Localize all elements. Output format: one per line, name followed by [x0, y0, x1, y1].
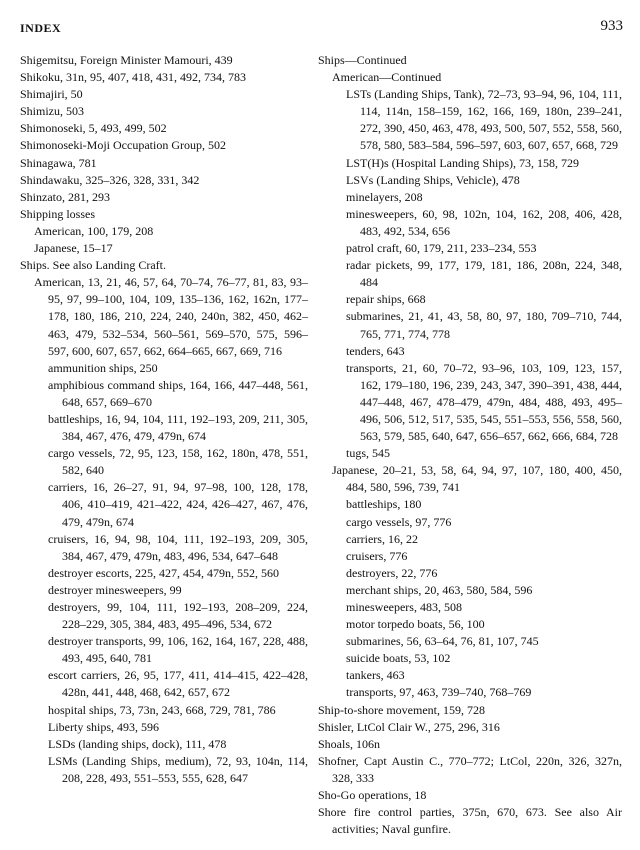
index-subsubentry: LSMs (Landing Ships, medium), 72, 93, 104n, 114, 208, 228, 493, 551–553, 555, 628, 647: [48, 753, 308, 785]
index-entry: Shindawaku, 325–326, 328, 331, 342: [20, 172, 200, 187]
index-subsubentry: cruisers, 16, 94, 98, 104, 111, 192–193, 209, 305, 384, 467, 479, 479n, 483, 496, 534, 647–648: [48, 531, 308, 563]
index-subsubentry: LSDs (landing ships, dock), 111, 478: [48, 736, 227, 751]
index-subsubentry: LSVs (Landing Ships, Vehicle), 478: [346, 172, 520, 187]
index-subsubentry: carriers, 16, 26–27, 91, 94, 97–98, 100, 128, 178, 406, 410–419, 421–422, 424, 426–427, 467, 476, 479, 479n, 674: [48, 480, 308, 529]
index-entry: Shipping losses: [20, 206, 96, 221]
index-subsubentry: battleships, 16, 94, 104, 111, 192–193, 209, 211, 305, 384, 467, 476, 479, 479n, 674: [48, 411, 308, 444]
index-subsubentry: suicide boats, 53, 102: [346, 651, 451, 666]
index-entry: Shimizu, 503: [20, 104, 85, 119]
index-entry: Shimonoseki-Moji Occupation Group, 502: [20, 138, 226, 153]
page-number: 933: [600, 18, 623, 34]
index-entry: Shimajiri, 50: [20, 87, 83, 102]
index-subentry: Japanese, 15–17: [34, 241, 113, 256]
index-subsubentry: destroyer escorts, 225, 427, 454, 479n, 552, 560: [48, 565, 279, 580]
index-entry: Shikoku, 31n, 95, 407, 418, 431, 492, 734, 783: [20, 70, 247, 85]
index-entry: Shore fire control parties, 375n, 670, 673. See also Air activities; Naval gunfire.: [318, 805, 622, 837]
index-entry: Ships. See also Landing Craft.: [20, 258, 166, 273]
index-subsubentry: destroyers, 99, 104, 111, 192–193, 208–209, 224, 228–229, 305, 384, 483, 495–496, 534, 672: [48, 600, 308, 632]
index-subentry: American, 100, 179, 208: [34, 223, 154, 238]
index-subsubentry: ammunition ships, 250: [48, 360, 158, 375]
index-subsubentry: merchant ships, 20, 463, 580, 584, 596: [346, 582, 533, 597]
running-header: INDEX: [20, 21, 62, 35]
index-subsubentry: Liberty ships, 493, 596: [48, 719, 159, 734]
index-entry: Shisler, LtCol Clair W., 275, 296, 316: [318, 719, 500, 734]
index-subsubentry: tugs, 545: [346, 446, 391, 461]
index-subsubentry: LSTs (Landing Ships, Tank), 72–73, 93–94, 96, 104, 111, 114, 114n, 158–159, 162, 166, 169, 180n, 239–241, 272, 390, 450, 463, 478, 493, 500, 507, 552, 558, 560, 578, 580, 583–584, 596–597, 603, 607, 657, 668, 729: [346, 87, 622, 153]
index-subsubentry: minelayers, 208: [346, 189, 423, 204]
index-subsubentry: battleships, 180: [346, 497, 422, 512]
index-subsubentry: carriers, 16, 22: [346, 531, 418, 546]
index-subsubentry: tenders, 643: [346, 343, 405, 358]
index-entry: Sho-Go operations, 18: [318, 788, 427, 803]
index-subsubentry: transports, 97, 463, 739–740, 768–769: [346, 685, 532, 700]
index-subsubentry: cruisers, 776: [346, 548, 408, 563]
index-entry: Shigemitsu, Foreign Minister Mamouri, 439: [20, 53, 233, 67]
left-column: [20, 52, 308, 787]
index-subsubentry: radar pickets, 99, 177, 179, 181, 186, 208n, 224, 348, 484: [346, 258, 622, 290]
index-entry: Shofner, Capt Austin C., 770–772; LtCol, 220n, 326, 327n, 328, 333: [318, 753, 622, 785]
index-entry: Shinagawa, 781: [20, 155, 97, 170]
index-subsubentry: LST(H)s (Hospital Landing Ships), 73, 158, 729: [346, 155, 579, 170]
index-entry: Shoals, 106n: [318, 736, 381, 751]
index-subsubentry: transports, 21, 60, 70–72, 93–96, 103, 109, 123, 157, 162, 179–180, 196, 239, 243, 347, 390–391, 438, 444, 447–448, 467, 478–479, 479n, 484, 488, 493, 495–496, 506, 512, 517, 535, 545, 551–553, 556, 558, 560, 563, 579, 585, 640, 647, 656–657, 662, 666, 684, 728: [346, 360, 622, 444]
index-subsubentry: amphibious command ships, 164, 166, 447–448, 561, 648, 657, 669–670: [48, 377, 308, 409]
index-subsubentry: motor torpedo boats, 56, 100: [346, 617, 485, 632]
index-entry: Shinzato, 281, 293: [20, 189, 110, 204]
index-subsubentry: submarines, 56, 63–64, 76, 81, 107, 745: [346, 634, 539, 649]
index-subentry: Japanese, 20–21, 53, 58, 64, 94, 97, 107, 180, 400, 450, 484, 580, 596, 739, 741: [332, 463, 622, 495]
index-subsubentry: minesweepers, 60, 98, 102n, 104, 162, 208, 406, 428, 483, 492, 534, 656: [346, 206, 622, 238]
index-subsubentry: submarines, 21, 41, 43, 58, 80, 97, 180, 709–710, 744, 765, 771, 774, 778: [346, 309, 622, 341]
index-subsubentry: destroyer minesweepers, 99: [48, 582, 182, 597]
index-subsubentry: escort carriers, 26, 95, 177, 411, 414–415, 422–428, 428n, 441, 448, 468, 642, 657, 672: [48, 668, 308, 700]
right-column: [318, 52, 622, 838]
index-entry: Shimonoseki, 5, 493, 499, 502: [20, 121, 167, 136]
index-subsubentry: cargo vessels, 97, 776: [346, 514, 452, 529]
index-entry: Ship-to-shore movement, 159, 728: [318, 702, 485, 717]
index-subentry: American—Continued: [332, 70, 442, 85]
index-subsubentry: cargo vessels, 72, 95, 123, 158, 162, 180n, 478, 551, 582, 640: [48, 446, 308, 478]
index-subsubentry: repair ships, 668: [346, 292, 426, 307]
index-subsubentry: hospital ships, 73, 73n, 243, 668, 729, 781, 786: [48, 702, 276, 717]
index-subsubentry: destroyer transports, 99, 106, 162, 164, 167, 228, 488, 493, 495, 640, 781: [48, 634, 308, 666]
index-subsubentry: tankers, 463: [346, 668, 405, 683]
index-subsubentry: patrol craft, 60, 179, 211, 233–234, 553: [346, 241, 537, 256]
index-subsubentry: minesweepers, 483, 508: [346, 600, 462, 614]
index-entry: Ships—Continued: [318, 53, 407, 67]
index-subsubentry: destroyers, 22, 776: [346, 565, 438, 580]
index-subentry: American, 13, 21, 46, 57, 64, 70–74, 76–77, 81, 83, 93–95, 97, 99–100, 104, 109, 135–136, 162, 162n, 177–178, 180, 186, 210, 224, 240, 240n, 382, 450, 462–463, 479, 532–534, 560–561, 569–570, 575, 596–597, 600, 607, 657, 662, 664–665, 667, 669, 716: [34, 275, 308, 358]
